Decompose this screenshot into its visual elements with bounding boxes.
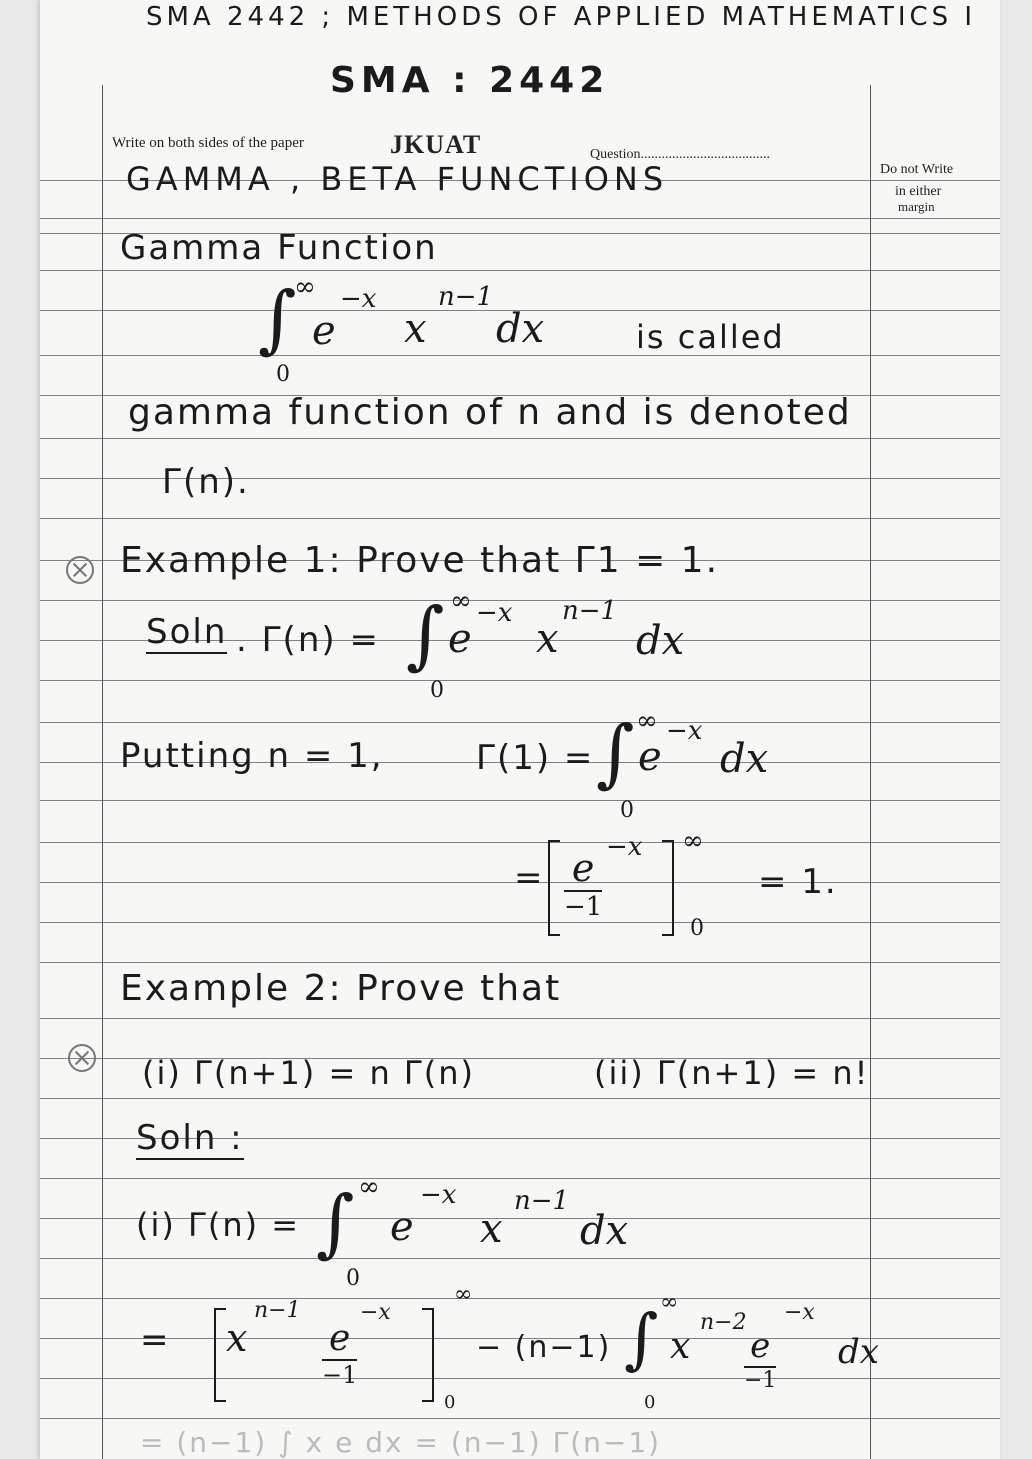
limit-upper: ∞ — [358, 1172, 380, 1202]
cut-off-line: = (n−1) ∫ x e dx = (n−1) Γ(n−1) — [140, 1426, 662, 1459]
limit-lower: 0 — [620, 798, 634, 823]
integral-sign: ∫ — [596, 710, 635, 796]
ibp-x: x — [226, 1316, 248, 1360]
example2-heading: Example 2: Prove that — [120, 968, 562, 1009]
rule-line — [40, 962, 1000, 963]
ibp-int-lower: 0 — [644, 1392, 656, 1413]
ibp-x2exp: n−2 — [700, 1310, 747, 1335]
def-exp1: −x — [340, 284, 377, 314]
right-bracket — [662, 840, 674, 936]
course-code: SMA : 2442 — [330, 60, 610, 101]
bullet-mark — [68, 1044, 96, 1072]
limit-lower: 0 — [276, 362, 290, 387]
ibp-lower: 0 — [444, 1392, 456, 1413]
ibp-fraction — [322, 1318, 357, 1389]
integral-sign: ∫ — [258, 276, 297, 362]
ibp-upper: ∞ — [454, 1282, 473, 1307]
rule-line — [40, 800, 1000, 801]
ruled-sheet — [40, 0, 1000, 1459]
put-integrand: e — [638, 734, 662, 780]
eval-result: = 1. — [758, 862, 838, 902]
integral-sign: ∫ — [406, 592, 445, 678]
bullet-mark — [66, 556, 94, 584]
integral-sign: ∫ — [624, 1300, 659, 1377]
ex2-x: x — [480, 1206, 503, 1252]
ibp-numerator2: e — [744, 1326, 776, 1368]
def-x: x — [404, 306, 427, 352]
rule-line — [40, 1178, 1000, 1179]
rule-line — [40, 680, 1000, 681]
limit-lower: 0 — [346, 1266, 360, 1291]
example1-heading: Example 1: Prove that Γ1 = 1. — [120, 540, 720, 581]
ibp-fraction2 — [744, 1326, 776, 1393]
def-line2: gamma function of n and is denoted — [128, 392, 852, 433]
def-exp2: n−1 — [438, 282, 494, 312]
ibp-num2-exp: −x — [784, 1300, 815, 1325]
ex2-integrand: e — [390, 1204, 414, 1250]
limit-upper: ∞ — [294, 272, 316, 302]
ex1-exp1: −x — [476, 598, 513, 628]
putting-line: Putting n = 1, — [120, 736, 384, 776]
rule-line — [40, 842, 1000, 843]
left-bracket — [548, 840, 560, 936]
rule-line — [40, 438, 1000, 439]
def-line3: Γ(n). — [162, 462, 250, 502]
right-margin-line — [870, 85, 871, 1459]
left-margin-line — [102, 85, 103, 1459]
rule-line — [40, 722, 1000, 723]
def-dx: dx — [496, 306, 545, 352]
eval-denominator: −1 — [564, 892, 603, 922]
ex2-exp2: n−1 — [514, 1186, 570, 1216]
ex1-x: x — [536, 616, 559, 662]
ibp-equals: = — [140, 1320, 171, 1360]
paper-instruction: Write on both sides of the paper — [112, 135, 304, 151]
ex2-part1: (i) Γ(n+1) = n Γ(n) — [142, 1054, 475, 1092]
rule-line — [40, 1378, 1000, 1379]
integral-sign: ∫ — [316, 1180, 355, 1266]
ibp-denominator: −1 — [322, 1361, 358, 1389]
ex1-lhs: . Γ(n) = — [236, 620, 380, 660]
ibp-xexp: n−1 — [254, 1298, 301, 1323]
ibp-numerator: e — [322, 1318, 357, 1361]
course-title: SMA 2442 ; METHODS OF APPLIED MATHEMATICS I — [146, 2, 977, 32]
eval-upper: ∞ — [682, 826, 704, 856]
put-lhs: Γ(1) = — [476, 738, 595, 778]
eval-fraction — [564, 846, 602, 922]
rule-line — [40, 218, 1000, 219]
ibp-int-upper: ∞ — [660, 1290, 679, 1315]
rule-line — [40, 518, 1000, 519]
ibp-num-exp: −x — [360, 1300, 391, 1325]
rule-line — [40, 600, 1000, 601]
put-dx: dx — [720, 736, 769, 782]
rule-line — [40, 922, 1000, 923]
topic-heading: GAMMA , BETA FUNCTIONS — [126, 160, 669, 198]
def-called: is called — [636, 318, 785, 356]
ex2-lhs: (i) Γ(n) = — [136, 1206, 301, 1244]
rule-line — [40, 1018, 1000, 1019]
soln-label: Soln — [146, 612, 228, 652]
section-heading: Gamma Function — [120, 228, 438, 268]
limit-lower: 0 — [430, 678, 444, 703]
ex2-exp1: −x — [420, 1180, 457, 1210]
left-bracket — [214, 1308, 226, 1402]
ex2-part2: (ii) Γ(n+1) = n! — [594, 1054, 870, 1092]
rule-line — [40, 1418, 1000, 1419]
eval-exp: −x — [606, 832, 643, 862]
limit-upper: ∞ — [636, 706, 658, 736]
ibp-dx: dx — [838, 1332, 879, 1372]
ex1-dx: dx — [636, 618, 685, 664]
question-label: Question..................................... — [590, 147, 771, 162]
margin-note-line1: Do not Write — [880, 162, 954, 177]
def-integrand: e — [312, 308, 336, 354]
put-exp: −x — [666, 716, 703, 746]
margin-note-line2: in either — [895, 184, 942, 199]
ibp-x2: x — [670, 1326, 691, 1367]
limit-upper: ∞ — [450, 586, 472, 616]
institution-name: JKUAT — [390, 130, 482, 159]
ex2-dx: dx — [580, 1208, 629, 1254]
rule-line — [40, 1098, 1000, 1099]
rule-line — [40, 355, 1000, 356]
ex1-integrand: e — [448, 616, 472, 662]
margin-note-line3: margin — [898, 199, 935, 214]
eval-equals: = — [514, 858, 545, 898]
eval-lower: 0 — [690, 916, 704, 941]
ex1-exp2: n−1 — [562, 596, 618, 626]
rule-line — [40, 1258, 1000, 1259]
rule-line — [40, 1298, 1000, 1299]
right-bracket — [422, 1308, 434, 1402]
rule-line — [40, 270, 1000, 271]
eval-numerator: e — [564, 846, 602, 892]
ibp-minus: − (n−1) — [476, 1330, 612, 1365]
soln2-label: Soln : — [136, 1118, 244, 1158]
ibp-denominator2: −1 — [744, 1368, 777, 1393]
